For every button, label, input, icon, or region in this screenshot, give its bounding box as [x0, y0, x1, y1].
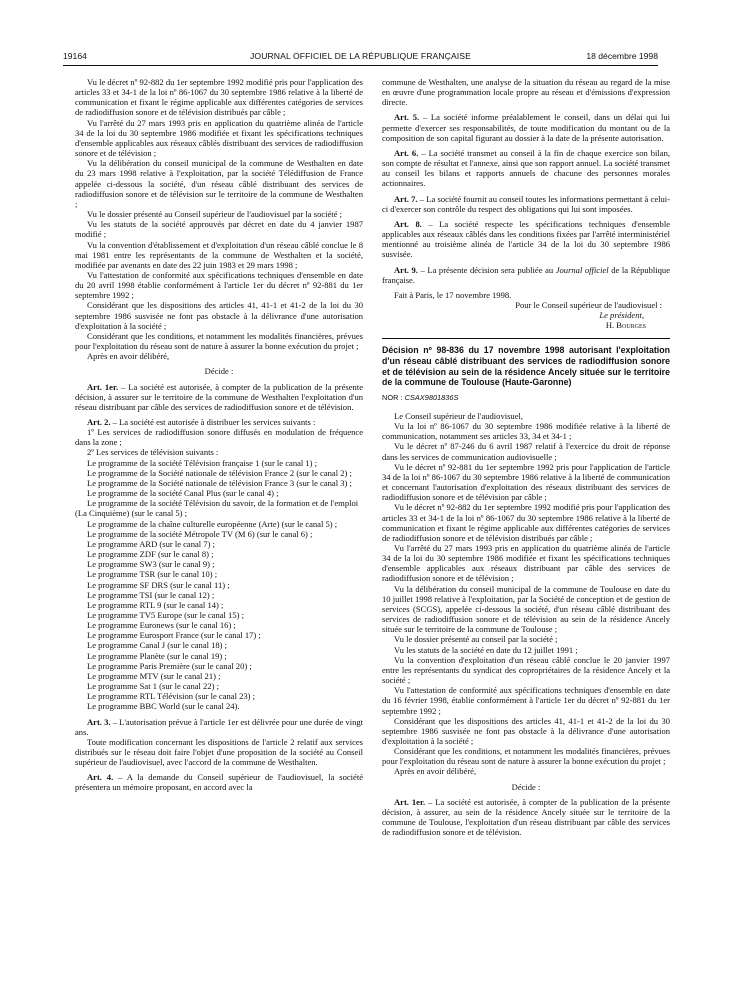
programme-item: Le programme de la Société nationale de télévision France 2 (sur le canal 2) ;: [87, 467, 352, 478]
article-4: [75, 772, 363, 792]
nor-reference: [382, 393, 670, 403]
visa-paragraph: Vu la loi nº 86-1067 du 30 septembre 1986 modifiée relative à la liberté de communication, notamment ses articles 33, 34 et 34-1 ;: [382, 421, 670, 442]
programme-item: Le programme ZDF (sur le canal 8) ;: [87, 549, 214, 560]
programme-item: Le programme de la société Télévision française 1 (sur le canal 1) ;: [87, 457, 318, 468]
page-number: 19164: [63, 51, 87, 61]
considerant-paragraph: Considérant que les dispositions des articles 41, 41-1 et 41-2 de la loi du 30 septembre 1986 susvisée ne font pas obstacle à la délivrance d'une autorisation d'exploitation à la société ;: [382, 715, 670, 746]
section-divider: [382, 338, 670, 339]
programme-item: Le programme Euronews (sur le canal 16) ;: [87, 620, 236, 631]
visa-paragraph: Vu l'attestation de conformité aux spécifications techniques d'ensemble en date du 16 février 1998, établie conformément à l'article 1er du décret nº 92-881 du 1er septembre 1992 ;: [382, 685, 670, 716]
article-label: Art. 4.: [87, 772, 114, 783]
article-3-paragraph: Toute modification concernant les dispositions de l'article 2 relatif aux services distribués sur le réseau doit faire l'objet d'une proposition de la société au Conseil supérieur de l'audiovisuel, avec l'accord de la commune de Westhalten.: [75, 736, 363, 768]
visa-paragraph: Vu l'arrêté du 27 mars 1993 pris en application du quatrième alinéa de l'article 34 de la loi du 30 septembre 1986 modifiée et fixant les spécifications techniques d'ensemble applicables aux réseaux câblés distribuant des services de radiodiffusion sonore et de télévision ;: [75, 117, 363, 159]
article-label: Art. 1er.: [394, 796, 426, 807]
programme-item: Le programme Paris Première (sur le canal 20) ;: [87, 660, 252, 671]
article-3: [75, 717, 363, 737]
article-text: – L'autorisation prévue à l'article 1er est délivrée pour une durée de vingt ans.: [75, 716, 363, 737]
article-text: – La société fournit au conseil toutes les informations permettant à celui-ci d'exercer son contrôle du respect des obligations qui lui sont imposées.: [382, 193, 671, 214]
article-1: [382, 797, 670, 838]
article-text: – La société est autorisée à distribuer les services suivants :: [110, 417, 316, 427]
article-label: Art. 5.: [394, 112, 420, 123]
article-2: [75, 417, 363, 427]
deliberation-line: Après en avoir délibéré,: [394, 766, 477, 777]
decide-heading: Décide :: [204, 366, 234, 377]
programme-item: Le programme de la société Télévision du savoir, de la formation et de l'emploi (La Cinquième) (sur le canal 5) ;: [75, 498, 359, 519]
signature-title: Le président,: [599, 310, 644, 321]
programme-item: Le programme SF DRS (sur le canal 11) ;: [87, 579, 230, 590]
nor-label: NOR :: [382, 392, 405, 402]
article-2-item: 1º Les services de radiodiffusion sonore diffusés en modulation de fréquence dans la zone ;: [75, 427, 363, 448]
left-column: [75, 77, 363, 793]
page-header: [63, 51, 658, 66]
article-6: [382, 148, 670, 189]
visa-paragraph: Vu l'arrêté du 27 mars 1993 pris en application du quatrième alinéa de l'article 34 de la loi du 30 septembre 1986 modifiée et fixant les spécifications techniques d'ensemble applicables aux réseaux distribuant par câble des services de radiodiffusion sonore et de télévision ;: [382, 543, 670, 584]
nor-code: CSAX9801836S: [404, 392, 459, 402]
programme-item: Le programme TSI (sur le canal 12) ;: [87, 589, 215, 600]
article-label: Art. 8.: [394, 218, 422, 229]
article-text: de la République française.: [382, 264, 670, 285]
signature-name: H. Bourges: [605, 320, 646, 331]
visa-paragraph: Vu le dossier présenté au Conseil supérieur de l'audiovisuel par la société ;: [87, 209, 342, 220]
article-text: – La société respecte les spécifications techniques d'ensemble applicables aux réseaux câblés dans les conditions fixées par l'arrêté interministériel mentionné au troisième alinéa de l'article 34 de la loi du 30 septembre 1986 susvisée.: [382, 218, 670, 260]
programme-item: Le programme de la Société nationale de télévision France 3 (sur le canal 3) ;: [87, 477, 352, 488]
programme-item: Le programme de la société Canal Plus (sur le canal 4) ;: [87, 488, 279, 499]
visa-paragraph: Vu le décret nº 92-881 du 1er septembre 1992 pris pour l'application de l'article 34 de la loi nº 86-1067 du 30 septembre 1986 relative à la liberté de communication et concernant l'autorisation d'exploitation des réseaux distribuant des services de radiodiffusion sonore et de télévision par câble ;: [382, 461, 670, 503]
article-label: Art. 6.: [394, 147, 419, 158]
article-1: [75, 382, 363, 412]
article-2-item: 2º Les services de télévision suivants :: [87, 447, 219, 458]
programme-item: Le programme MTV (sur le canal 21) ;: [87, 670, 221, 681]
signature-line: Pour le Conseil supérieur de l'audiovisuel :: [515, 299, 662, 310]
article-label: Art. 7.: [394, 193, 418, 204]
article-label: Art. 3.: [87, 716, 111, 727]
deliberation-line: Après en avoir délibéré,: [87, 351, 170, 362]
programme-item: Le programme de la société Métropole TV (M 6) (sur le canal 6) ;: [87, 528, 313, 539]
article-8: [382, 219, 670, 260]
visa-paragraph: Vu les statuts de la société en date du 12 juillet 1991 ;: [394, 644, 578, 655]
journal-reference: Journal officiel: [555, 264, 609, 275]
visa-paragraph: Vu la convention d'établissement et d'exploitation d'un réseau câblé conclue le 8 mai 1981 entre les représentants de la commune de Westhalten et la société, modifiée par avenants en date des 22 juin 1983 et 29 mars 1998 ;: [75, 239, 363, 270]
issue-date: 18 décembre 1998: [586, 51, 658, 61]
article-7: [382, 194, 670, 214]
journal-title: JOURNAL OFFICIEL DE LA RÉPUBLIQUE FRANÇAISE: [250, 51, 471, 61]
programme-item: Le programme Sat 1 (sur le canal 22) ;: [87, 681, 219, 692]
article-text: – La société transmet au conseil à la fin de chaque exercice son bilan, son compte de résultat et l'annexe, ainsi que son rapport annuel. La société transmet au conseil les bilans et rapports annuels de chacune des personnes morales actionnaires.: [382, 147, 670, 189]
article-text: – La présente décision sera publiée au: [417, 264, 556, 275]
programme-item: Le programme RTL Télévision (sur le canal 23) ;: [87, 691, 255, 702]
programme-item: Le programme BBC World (sur le canal 24).: [87, 701, 240, 712]
signature-date: Fait à Paris, le 17 novembre 1998.: [394, 289, 512, 300]
programme-item: Le programme Eurosport France (sur le canal 17) ;: [87, 630, 261, 641]
visa-paragraph: Vu le dossier présenté au conseil par la société ;: [394, 634, 558, 645]
article-text: – La société informe préalablement le conseil, dans un délai qui lui permette d'exercer ses responsabilités, de toute modification du montant ou de la composition de son capital figurant au dossier à la date de la présente autorisation.: [382, 112, 670, 143]
considerant-paragraph: Considérant que les dispositions des articles 41, 41-1 et 41-2 de la loi du 30 septembre 1986 susvisée ne font pas obstacle à la délivrance d'une autorisation d'exploitation à la société ;: [75, 300, 363, 331]
visa-paragraph: Vu les statuts de la société approuvés par décret en date du 4 janvier 1987 modifié ;: [75, 219, 363, 240]
article-text: – La société est autorisée, à compter de la publication de la présente décision, à assurer, au sein de la résidence Ancely située sur le territoire de la commune de Toulouse, l'exploitation d'un réseau distribuant par câble des services de radiodiffusion sonore et de télévision.: [382, 796, 670, 838]
visa-paragraph: Vu la délibération du conseil municipal de la commune de Toulouse en date du 10 juillet 1998 relative à l'exploitation, par la Société de conception et de gestion de services (SCGS), appelée ci-dessous la société, d'un réseau câblé distribuant des services de radiodiffusion sonore et de télévision au sein de la résidence Ancely située sur le territoire de la commune de Toulouse ;: [382, 583, 670, 635]
visa-paragraph: Vu la délibération du conseil municipal de la commune de Westhalten en date du 23 mars 1998 relative à l'exploitation, par la société Télédiffusion de France appelée ci-dessous la société, d'un réseau câblé distribuant des services de radiodiffusion sonore et de télévision sur le territoire de la commune de Westhalten ;: [75, 158, 363, 209]
considerant-paragraph: Considérant que les conditions, et notamment les modalités financières, prévues pour l'exploitation du réseau sont de nature à assurer la bonne exécution du projet ;: [75, 330, 363, 352]
decision-title: Décision nº 98-836 du 17 novembre 1998 autorisant l'exploitation d'un réseau câblé distribuant des services de radiodiffusion sonore et de télévision au sein de la résidence Ancely située sur le territoire de la commune de Toulouse (Haute-Garonne): [382, 345, 670, 388]
visa-paragraph: Vu la convention d'exploitation d'un réseau câblé conclue le 20 janvier 1997 entre les représentants du syndicat des copropriétaires de la résidence Ancely et la société ;: [382, 654, 670, 686]
programme-item: Le programme RTL 9 (sur le canal 14) ;: [87, 599, 224, 610]
visa-paragraph: Vu l'attestation de conformité aux spécifications techniques d'ensemble en date du 20 avril 1998 établie conformément à l'article 1er du décret nº 92-881 du 1er septembre 1992 ;: [75, 269, 363, 301]
article-5: [382, 112, 670, 142]
visa-paragraph: Vu le décret nº 87-246 du 6 avril 1987 relatif à l'exercice du droit de réponse dans les services de communication audiovisuelle ;: [382, 441, 670, 462]
programme-item: Le programme Canal J (sur le canal 18) ;: [87, 640, 228, 651]
considerant-paragraph: Considérant que les conditions, et notamment les modalités financières, prévues pour l'exploitation du réseau sont de nature à assurer la bonne exécution du projet ;: [382, 746, 670, 767]
programme-item: Le programme SW3 (sur le canal 9) ;: [87, 559, 215, 570]
decide-heading: Décide :: [511, 781, 541, 792]
programme-item: Le programme de la chaîne culturelle européenne (Arte) (sur le canal 5) ;: [87, 518, 338, 529]
programme-item: Le programme TSR (sur le canal 10) ;: [87, 569, 218, 580]
article-label: Art. 9.: [394, 264, 418, 275]
programme-item: Le programme ARD (sur le canal 7) ;: [87, 538, 215, 549]
visa-paragraph: Vu le décret nº 92-882 du 1er septembre 1992 modifié pris pour l'application des articles 33 et 34-1 de la loi nº 86-1067 du 30 septembre 1986 relative à la liberté de communication et fixant le régime applicable aux différentes catégories de services de radiodiffusion sonore et de télévision distribués par câble ;: [382, 502, 670, 543]
article-text: – A la demande du Conseil supérieur de l'audiovisuel, la société présentera un mémoire proposant, en accord avec la: [75, 772, 363, 793]
article-text: – La société est autorisée, à compter de la publication de la présente décision, à assurer sur le territoire de la commune de Westhalten l'exploitation d'un réseau distribuant par câble des services de radiodiffusion sonore et de télévision.: [75, 381, 363, 412]
preamble-line: Le Conseil supérieur de l'audiovisuel,: [394, 410, 524, 421]
article-9: [382, 265, 670, 285]
right-column: [382, 77, 670, 837]
continued-paragraph: commune de Westhalten, une analyse de la situation du réseau au regard de la mise en œuvre d'une programmation locale propre au réseau et d'émissions d'expression directe.: [382, 77, 670, 108]
article-label: Art. 1er.: [87, 381, 119, 392]
visa-paragraph: Vu le décret nº 92-882 du 1er septembre 1992 modifié pris pour l'application des articles 33 et 34-1 de la loi nº 86-1067 du 30 septembre 1986 relative à la liberté de communication et fixant le régime applicable aux différentes catégories de services de radiodiffusion sonore et de télévision distribués par câble ;: [75, 77, 363, 118]
programme-list: [75, 458, 363, 712]
article-label: Art. 2.: [87, 417, 111, 427]
programme-item: Le programme Planète (sur le canal 19) ;: [87, 650, 227, 661]
programme-item: Le programme TV5 Europe (sur le canal 15) ;: [87, 609, 244, 620]
